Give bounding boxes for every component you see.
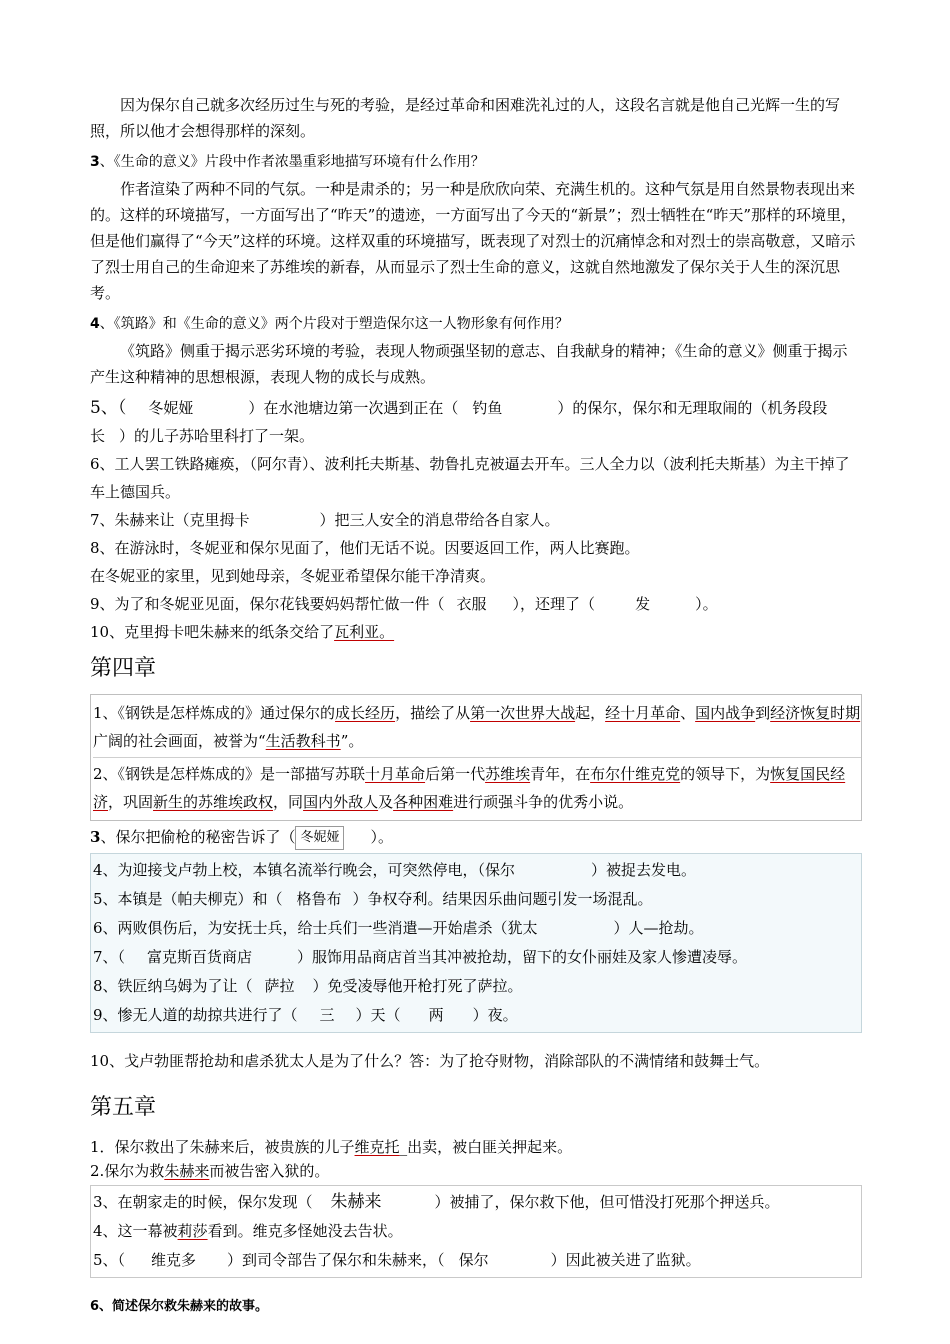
ch4-item-8: 8、铁匠纳乌姆为了让（ 萨拉 ）免受凌辱他开枪打死了萨拉。 [93, 972, 861, 1001]
ch4-item-5: 5、本镇是（帕夫柳克）和（ 格鲁布 ）争权夺利。结果因乐曲问题引发一场混乱。 [93, 885, 861, 914]
ch4-item-9: 9、惨无人道的劫掠共进行了（ 三 ）天（ 两 ）夜。 [93, 1001, 861, 1030]
ch4-item-3: 3、保尔把偷枪的秘密告诉了（ 冬妮娅 ）。 [90, 823, 862, 851]
blank-answer: 富克斯百货商店 [147, 948, 253, 966]
blank-answer: 发 [635, 595, 651, 613]
underlined-answer: 瓦利亚。 [334, 623, 395, 641]
question-4-number: 4 [90, 316, 100, 332]
blank-answer: 朱赫来 [330, 1192, 382, 1212]
document-page [90, 92, 862, 1320]
chapter-5-questions-box [90, 1185, 862, 1278]
chapter-5-heading: 第五章 [90, 1095, 157, 1120]
ch5-item-6: 6、简述保尔救朱赫来的故事。 [90, 1299, 269, 1314]
ch3-item-9: 9、为了和冬妮亚见面，保尔花钱要妈妈帮忙做一件（ 衣服 ），还理了（ 发 ）。 [90, 590, 862, 618]
ch4-item-2: 2、《钢铁是怎样炼成的》是一部描写苏联十月革命后第一代苏维埃青年，在布尔什维克党的领导下，为恢复国民经济，巩固新生的苏维埃政权，同国内外敌人及各种困难进行顽强斗争的优秀小说。 [93, 765, 846, 811]
ch5-item-1: 1．保尔救出了朱赫来后，被贵族的儿子维克托_出卖，被白匪关押起来。 [90, 1138, 573, 1156]
underlined-answer: 朱赫来 [164, 1162, 210, 1180]
ch3-item-8-continued: 在冬妮亚的家里，见到她母亲，冬妮亚希望保尔能干净清爽。 [90, 567, 496, 585]
question-3 [90, 148, 862, 176]
ch5-item-5: 5、（ 维克多 ）到司令部告了保尔和朱赫来，（ 保尔 ）因此被关进了监狱。 [93, 1246, 861, 1275]
question-4-text: 、《筑路》和《生命的意义》两个片段对于塑造保尔这一人物形象有何作用？ [99, 316, 569, 332]
blank-answer: 格鲁布 [296, 890, 342, 908]
ch5-item-4: 4、这一幕被莉莎看到。维克多怪她没去告状。 [93, 1222, 403, 1240]
intro-paragraph: 因为保尔自己就多次经历过生与死的考验，是经过革命和困难洗礼过的人，这段名言就是他自己光辉一生的写照，所以他才会想得那样的深刻。 [90, 96, 841, 140]
chapter-4-questions-box [90, 853, 862, 1033]
ch4-item-7: 7、（ 富克斯百货商店 ）服饰用品商店首当其冲被抢劫，留下的女仆丽娃及家人惨遭凌辱。 [93, 943, 861, 972]
question-3-text: 、《生命的意义》片段中作者浓墨重彩地描写环境有什么作用？ [99, 154, 485, 170]
answer-3: 作者渲染了两种不同的气氛。一种是肃杀的；另一种是欣欣向荣、充满生机的。这种气氛是用自然景物表现出来的。这样的环境描写，一方面写出了“昨天”的遗迹，一方面写出了今天的“新景”；烈士牺牲在“昨天”那样的环境里，但是他们赢得了“今天”这样的环境。这样双重的环境描写，既表现了对烈士的沉痛悼念和对烈士的崇高敬意，又暗示了烈士用自己的生命迎来了苏维埃的新春，从而显示了烈士生命的意义，这就自然地激发了保尔关于人生的深沉思考。 [90, 180, 857, 302]
blank-answer: 钓鱼 [472, 399, 503, 417]
ch4-item-6: 6、两败俱伤后，为安抚士兵，给士兵们一些消遣—开始虐杀（犹太 ）人—抢劫。 [93, 919, 704, 937]
underlined-answer: 维克托 [354, 1138, 400, 1156]
ch4-item-4: 4、为迎接戈卢勃上校，本镇名流举行晚会，可突然停电，（保尔 ）被捉去发电。 [93, 861, 697, 879]
divider [93, 757, 861, 758]
answer-4: 《筑路》侧重于揭示恶劣环境的考验，表现人物顽强坚韧的意志、自我献身的精神；《生命的意义》侧重于揭示产生这种精神的思想根源，表现人物的成长与成熟。 [90, 342, 848, 386]
ch3-item-10: 10、克里拇卡吧朱赫来的纸条交给了瓦利亚。 [90, 623, 395, 641]
chapter-4-heading: 第四章 [90, 656, 157, 681]
blank-answer: 衣服 [456, 595, 487, 613]
ch3-item-7: 7、朱赫来让（克里拇卡 ）把三人安全的消息带给各自家人。 [90, 511, 560, 529]
ch5-item-3: 3、在朝家走的时候，保尔发现（ 朱赫来 ）被捕了，保尔救下他，但可惜没打死那个押送兵。 [93, 1188, 861, 1217]
ch3-item-8: 8、在游泳时，冬妮亚和保尔见面了，他们无话不说。因要返回工作，两人比赛跑。 [90, 539, 640, 557]
ch5-item-2: 2.保尔为救朱赫来而被告密入狱的。 [90, 1162, 330, 1180]
blank-answer: 萨拉 [264, 977, 295, 995]
ch4-item-1: 1、《钢铁是怎样炼成的》通过保尔的成长经历，描绘了从第一次世界大战起，经十月革命、国内战争到经济恢复时期广阔的社会画面，被誉为“生活教科书”。 [93, 704, 861, 750]
question-4 [90, 310, 862, 338]
blank-answer: 冬妮娅 [148, 399, 194, 417]
blank-answer: 维克多 [151, 1251, 197, 1269]
ch3-item-6: 6、工人罢工铁路瘫痪，（阿尔青）、波利托夫斯基、勃鲁扎克被逼去开车。三人全力以（波利托夫斯基）为主干掉了车上德国兵。 [90, 455, 850, 501]
chapter-4-summary-box [90, 694, 862, 821]
ch3-item-5: 5、（ 冬妮娅 ）在水池塘边第一次遇到正在（ 钓鱼 ）的保尔，保尔和无理取闹的（机务段段长 ）的儿子苏哈里科打了一架。 [90, 394, 862, 450]
question-3-number: 3 [90, 154, 100, 170]
blank-answer: 三 [319, 1006, 335, 1024]
answer-textbox: 冬妮娅 [295, 826, 344, 850]
blank-answer: 保尔 [458, 1251, 489, 1269]
underlined-answer: 莉莎 [177, 1222, 208, 1240]
ch4-item-10: 10、戈卢勃匪帮抢劫和虐杀犹太人是为了什么？答：为了抢夺财物，消除部队的不满情绪和鼓舞士气。 [90, 1052, 770, 1070]
blank-answer: 机务段段长 [90, 399, 828, 445]
blank-answer: 两 [428, 1006, 444, 1024]
